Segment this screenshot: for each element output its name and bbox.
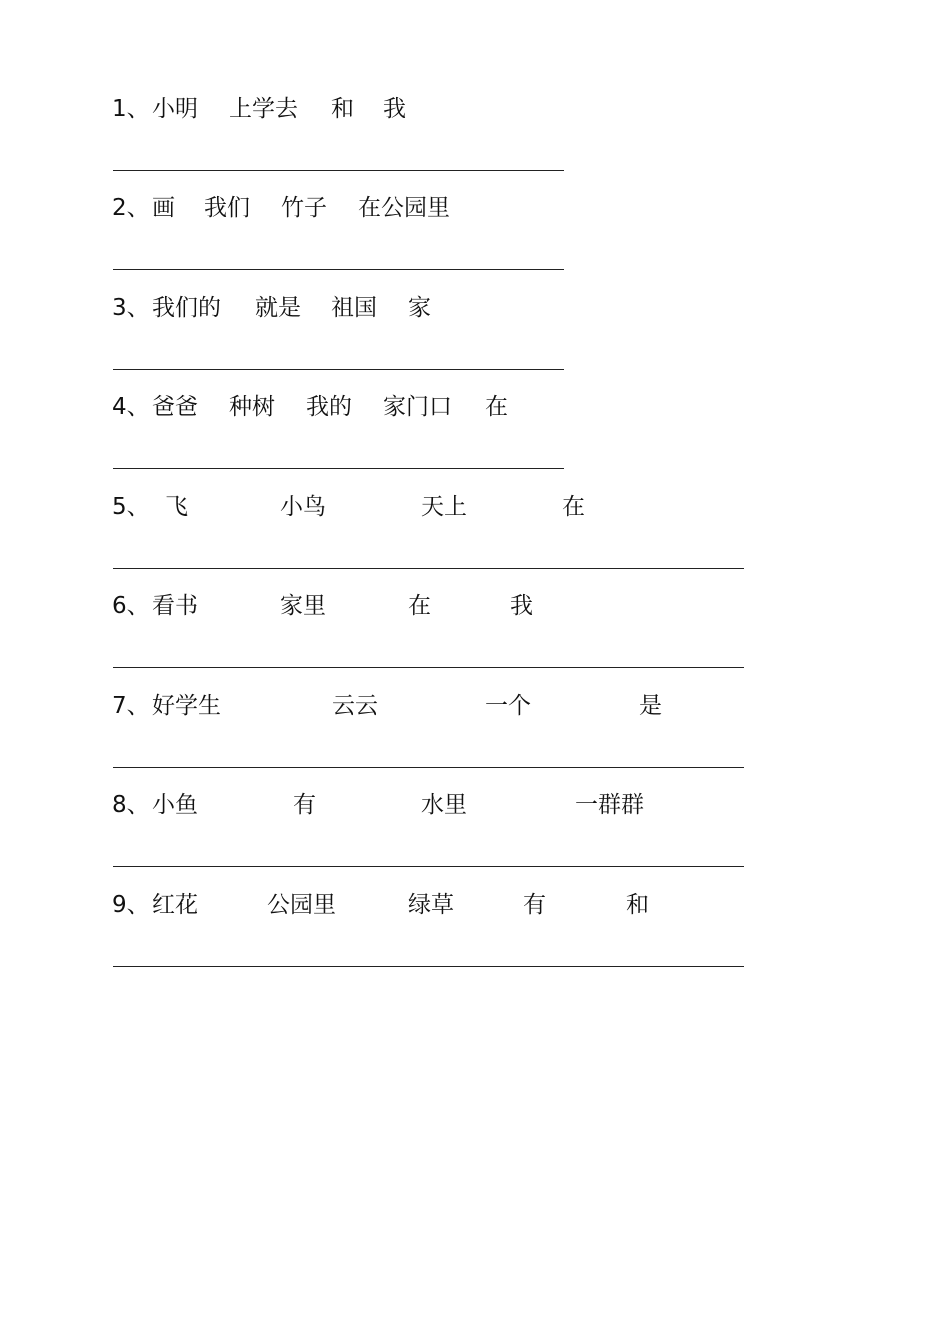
word-card: 是 [639,693,662,719]
word-card: 种树 [229,394,275,420]
word-card: 小鸟 [280,494,326,520]
word-card: 一个 [485,693,531,719]
question-number: 9、 [112,892,150,918]
answer-line-9[interactable] [113,966,744,967]
answer-line-6[interactable] [113,667,744,668]
word-card: 好学生 [152,693,221,719]
word-card: 和 [331,96,354,122]
answer-line-5[interactable] [113,568,744,569]
question-number: 4、 [112,394,150,420]
word-card: 我 [510,593,533,619]
question-number: 8、 [112,792,150,818]
question-number: 5、 [112,494,150,520]
answer-line-1[interactable] [113,170,564,171]
word-card: 绿草 [408,892,454,918]
question-number: 1、 [112,96,150,122]
word-card: 家里 [280,593,326,619]
word-card: 公园里 [267,892,336,918]
word-card: 云云 [332,693,378,719]
word-card: 和 [626,892,649,918]
answer-line-2[interactable] [113,269,564,270]
word-card: 爸爸 [152,394,198,420]
question-number: 2、 [112,195,150,221]
word-card: 飞 [165,494,188,520]
word-card: 就是 [255,295,301,321]
word-card: 上学去 [229,96,298,122]
word-card: 红花 [152,892,198,918]
word-card: 我们 [204,195,250,221]
word-card: 在 [485,394,508,420]
word-card: 小明 [152,96,198,122]
question-number: 6、 [112,593,150,619]
word-card: 祖国 [331,295,377,321]
word-card: 小鱼 [152,792,198,818]
word-card: 在 [562,494,585,520]
answer-line-4[interactable] [113,468,564,469]
word-card: 有 [523,892,546,918]
answer-line-3[interactable] [113,369,564,370]
word-card: 家 [408,295,431,321]
word-card: 在 [408,593,431,619]
word-card: 在公园里 [358,195,450,221]
word-card: 有 [293,792,316,818]
word-card: 我们的 [152,295,221,321]
question-number: 7、 [112,693,150,719]
word-card: 我 [383,96,406,122]
word-card: 天上 [421,494,467,520]
word-card: 家门口 [383,394,452,420]
word-card: 看书 [152,593,198,619]
word-card: 竹子 [281,195,327,221]
word-card: 一群群 [575,792,644,818]
question-number: 3、 [112,295,150,321]
word-card: 水里 [421,792,467,818]
word-card: 我的 [306,394,352,420]
answer-line-7[interactable] [113,767,744,768]
answer-line-8[interactable] [113,866,744,867]
word-card: 画 [152,195,175,221]
